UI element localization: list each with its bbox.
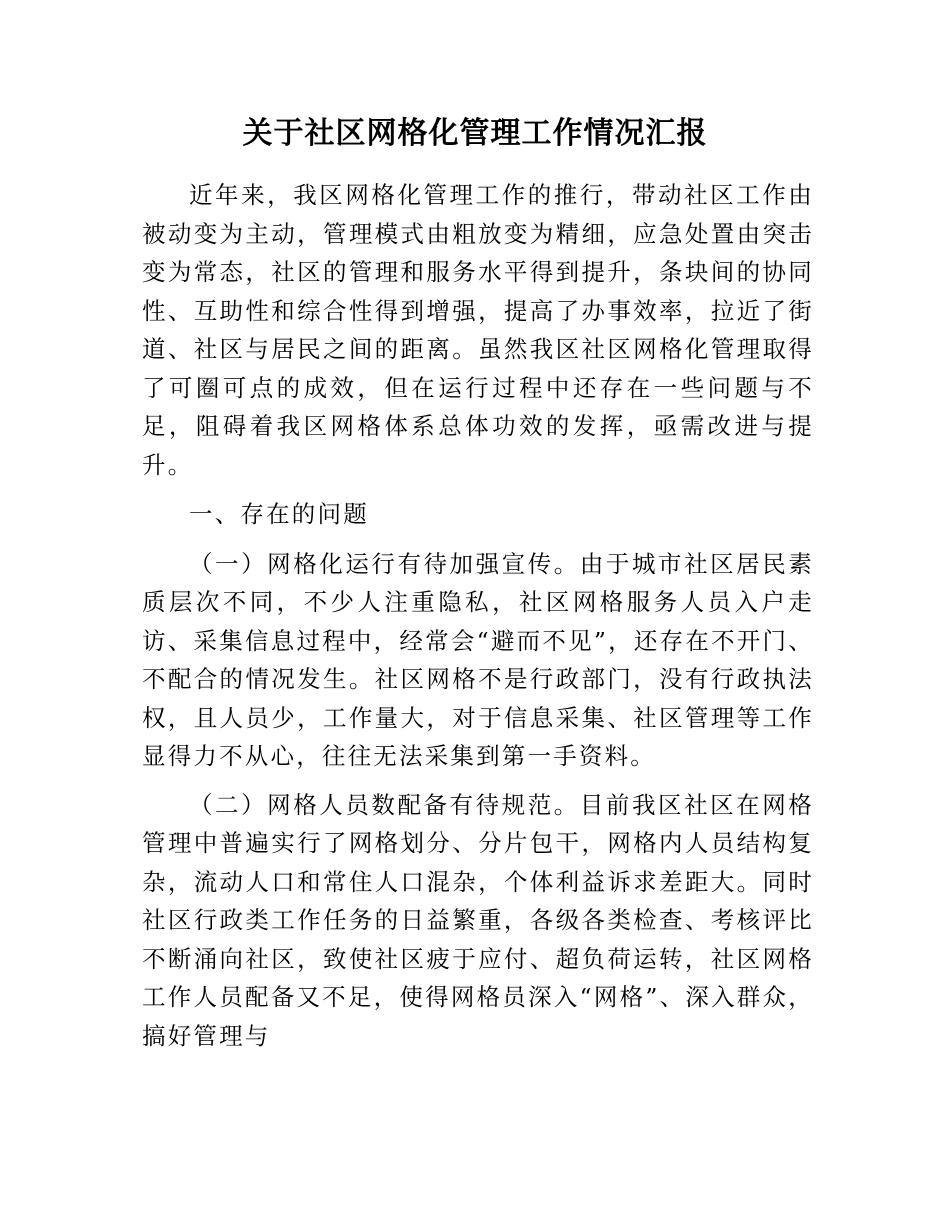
- section-heading: 一、存在的问题: [189, 500, 369, 528]
- document-title: 关于社区网格化管理工作情况汇报: [242, 116, 708, 151]
- document-body: [142, 176, 814, 1055]
- issue-paragraph-1: （一）网格化运行有待加强宣传。由于城市社区居民素质层次不同，不少人注重隐私，社区网格服务人员入户走访、采集信息过程中，经常会“避而不见”，还存在不开门、不配合的情况发生。社区网格不是行政部门，没有行政执法权，且人员少，工作量大，对于信息采集、社区管理等工作显得力不从心，往往无法采集到第一手资料。: [142, 549, 814, 770]
- intro-paragraph: 近年来，我区网格化管理工作的推行，带动社区工作由被动变为主动，管理模式由粗放变为精细，应急处置由突击变为常态，社区的管理和服务水平得到提升，条块间的协同性、互助性和综合性得到增强，提高了办事效率，拉近了街道、社区与居民之间的距离。虽然我区社区网格化管理取得了可圈可点的成效，但在运行过程中还存在一些问题与不足，阻碍着我区网格体系总体功效的发挥，亟需改进与提升。: [142, 181, 814, 479]
- issue-paragraph-2: （二）网格人员数配备有待规范。目前我区社区在网格管理中普遍实行了网格划分、分片包干，网格内人员结构复杂，流动人口和常住人口混杂，个体利益诉求差距大。同时社区行政类工作任务的日益繁重，各级各类检查、考核评比不断涌向社区，致使社区疲于应付、超负荷运转，社区网格工作人员配备又不足，使得网格员深入“网格”、深入群众，搞好管理与: [142, 790, 814, 1050]
